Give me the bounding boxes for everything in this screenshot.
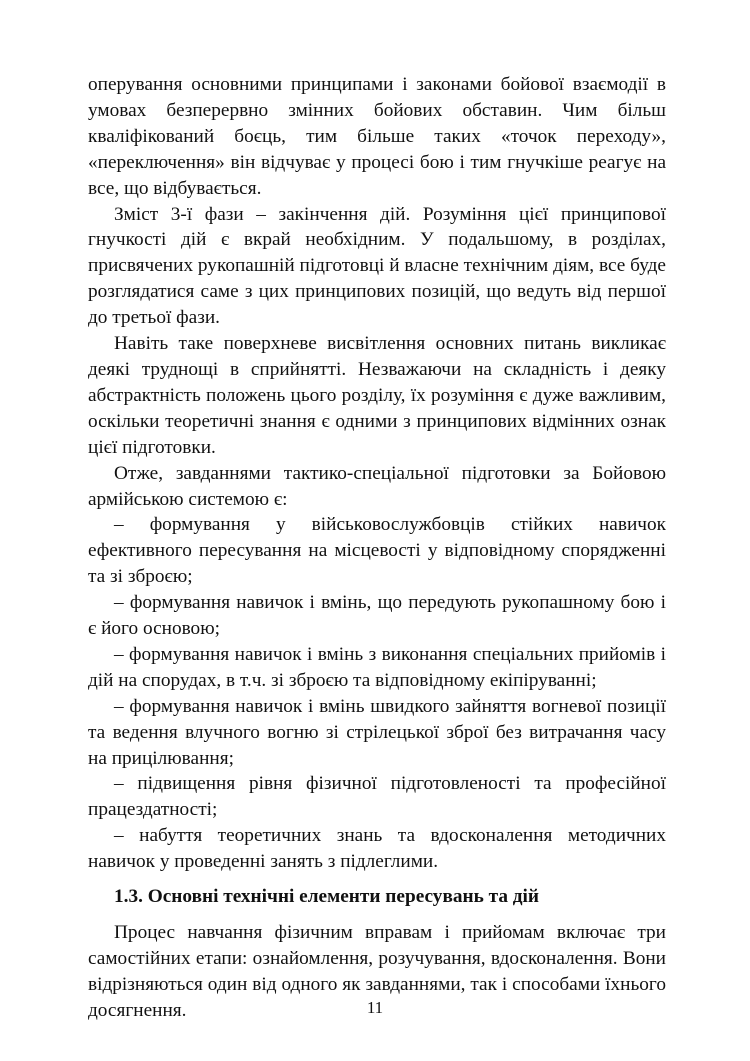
paragraph-3: Навіть таке поверхневе висвітлення основних питань викликає деякі труднощі в сприйнятті. Незважаючи на складність і деяку абстрактність положень цього розділу, їх розуміння є дуже важливим, оскільки теоретичні знання є одними з принципових відмінних ознак цієї підготовки. — [88, 333, 666, 458]
page-number: 11 — [366, 998, 384, 1017]
tasks-list — [88, 512, 666, 875]
section-heading: 1.3. Основні технічні елементи пересувань та дій — [114, 886, 540, 908]
paragraph-2: Зміст 3-ї фази – закінчення дій. Розуміння цієї принципової гнучкості дій є вкрай необхідним. У подальшому, в розділах, присвячених рукопашній підготовці й власне технічним діям, все буде розглядатися саме з цих принципових позицій, що ведуть від першої до третьої фази. — [88, 203, 666, 329]
list-item: – формування навичок і вмінь з виконання спеціальних прийомів і дій на спорудах, в т.ч. зі зброєю та відповідному екіпіруванні; — [88, 643, 666, 691]
list-item: – набуття теоретичних знань та вдосконалення методичних навичок у проведенні занять з підлеглими. — [88, 825, 666, 873]
list-item: – підвищення рівня фізичної підготовленості та професійної працездатності; — [88, 773, 666, 821]
document-page — [88, 72, 666, 1024]
list-item: – формування навичок і вмінь швидкого зайняття вогневої позиції та ведення влучного вогню зі стрілецької зброї без витрачання часу на прицілювання; — [88, 695, 666, 769]
paragraph-4: Отже, завданнями тактико-спеціальної підготовки за Бойовою армійською системою є: — [88, 462, 666, 510]
paragraph-5: Процес навчання фізичним вправам і прийомам включає три самостійних етапи: ознайомлення, розучування, вдосконалення. Вони відрізняються один від одного як завданнями, так і способами їхнього досягнення. — [88, 922, 666, 1021]
paragraph-1: оперування основними принципами і законами бойової взаємодії в умовах безперервно змінних бойових обставин. Чим більш кваліфікований боєць, тим більше таких «точок переходу», «переключення» він відчуває у процесі бою і тим гнучкіше реагує на все, що відбувається. — [88, 74, 666, 199]
list-item: – формування навичок і вмінь, що передують рукопашному бою і є його основою; — [88, 592, 666, 640]
list-item: – формування у військовослужбовців стійких навичок ефективного пересування на місцевості у відповідному спорядженні та зі зброєю; — [88, 514, 666, 588]
